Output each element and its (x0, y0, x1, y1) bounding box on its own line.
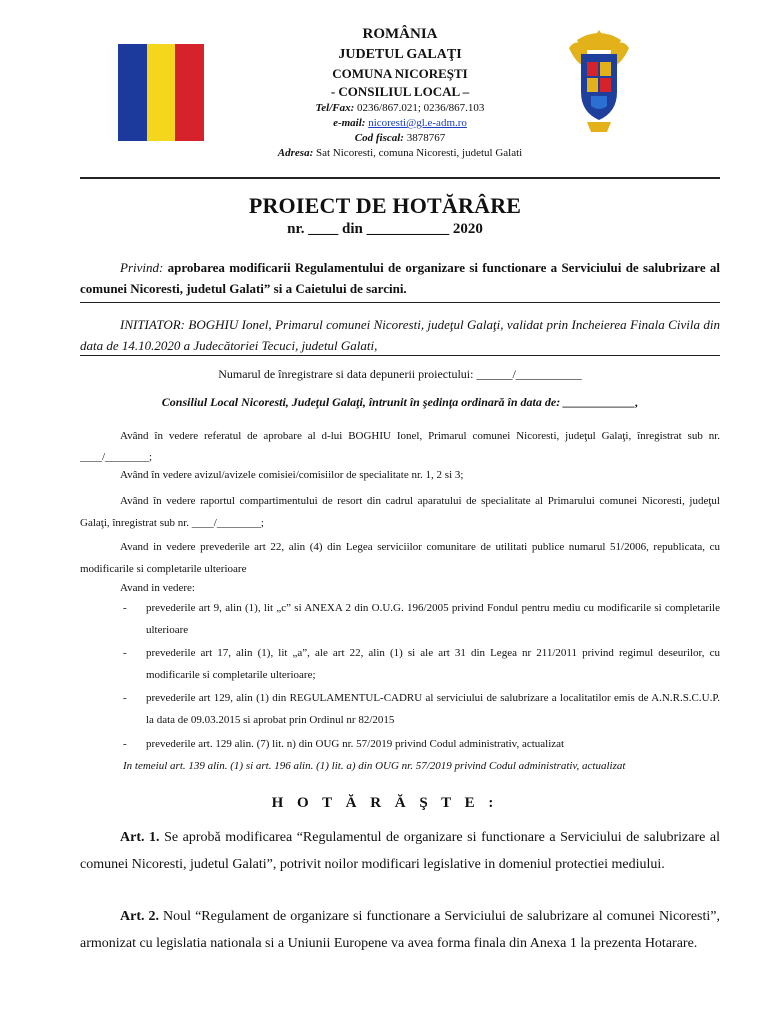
romania-flag (118, 44, 204, 141)
article-1-text: Se aprobă modificarea “Regulamentul de organizare si functionare a Serviciului de salubrizare al comunei Nicoresti, judetul Galati”, potrivit noilor modificari legislative in domeniul protectiei mediului. (80, 830, 720, 872)
header-council: - CONSILIUL LOCAL – (330, 84, 470, 99)
bullet-mark: - (123, 647, 127, 659)
address-label: Adresa: (277, 147, 314, 159)
article-2-label: Art. 2. (120, 909, 160, 924)
article-1-label: Art. 1. (120, 830, 160, 845)
article-2-text: Noul “Regulament de organizare si functionare a Serviciului de salubrizare al comunei Nicoresti”, armonizat cu legislatia nationala si a Uniunii Europene va avea forma finala din Anexa 1 la prezenta Hotarare. (80, 909, 720, 951)
tel-value: 0236/867.021; 0236/867.103 (354, 102, 485, 114)
flag-red-stripe (175, 44, 204, 141)
consideration-avand: Avand in vedere: (120, 582, 195, 594)
address-value: Sat Nicoresti, comuna Nicoresti, judetul Galati (313, 147, 523, 159)
header-tel (240, 102, 560, 114)
tel-label: Tel/Fax: (315, 102, 355, 114)
fiscal-label: Cod fiscal: (354, 132, 404, 144)
email-link[interactable]: nicoresti@gl.e-adm.ro (368, 117, 467, 129)
header-commune: COMUNA NICOREŞTI (332, 66, 468, 81)
bullet-mark: - (123, 602, 127, 614)
consideration-avize: Având în vedere avizul/avizele comisiei/comisiilor de specialitate nr. 1, 2 si 3; (120, 469, 464, 481)
flag-blue-stripe (118, 44, 147, 141)
initiator-paragraph: INITIATOR: BOGHIU Ionel, Primarul comunei Nicoresti, judeţul Galaţi, validat prin Incheierea Finala Civila din data de 14.10.2020 a Judecătoriei Tecuci, judetul Galati, (80, 317, 720, 353)
privind-text: aprobarea modificarii Regulamentului de organizare si functionare a Serviciului de salubrizare al comunei Nicoresti, judetul Galati” si a Caietului de sarcini. (80, 260, 720, 296)
fiscal-value: 3878767 (403, 132, 446, 144)
temei-line: In temeiul art. 139 alin. (1) si art. 196 alin. (1) lit. a) din OUG nr. 57/2019 privind Codul administrativ, actualizat (123, 760, 626, 772)
header-country: ROMÂNIA (362, 26, 438, 42)
privind-divider (80, 302, 720, 303)
hotaraste-heading: H O T Ă R Ă Ş T E : (271, 795, 499, 811)
header-divider (80, 177, 720, 179)
header-email (240, 117, 560, 129)
coat-of-arms-icon (567, 28, 631, 138)
header-fiscal (240, 132, 560, 144)
bullet-mark: - (123, 692, 127, 704)
article-2 (80, 903, 720, 957)
consideration-lege: Avand in vedere prevederile art 22, alin (4) din Legea serviciilor comunitare de utilitati publice numarul 51/2006, republicata, cu modificarile si completarile ulterioare (80, 541, 720, 575)
council-session-line: Consiliul Local Nicoresti, Judeţul Galaţi, întrunit în şedinţa ordinară în data de: ____________, (161, 395, 639, 409)
header-county: JUDETUL GALAŢI (338, 47, 462, 62)
document-number: nr. ____ din ___________ 2020 (287, 221, 483, 237)
bullet-item: prevederile art 9, alin (1), lit „c” si ANEXA 2 din O.U.G. 196/2005 privind Fondul pentru mediu cu modificarile si completarile ulterioare (146, 602, 720, 636)
consideration-referat: Având în vedere referatul de aprobare al d-lui BOGHIU Ionel, Primarul comunei Nicoresti, judeţul Galaţi, înregistrat sub nr. ____/________; (80, 430, 720, 463)
bullet-item: prevederile art. 129 alin. (7) lit. n) din OUG nr. 57/2019 privind Codul administrativ, actualizat (146, 738, 565, 750)
privind-label: Privind: (120, 260, 164, 275)
bullet-item: prevederile art 17, alin (1), lit „a”, ale art 22, alin (1) si ale art 31 din Legea nr 211/2011 privind regimul deseurilor, cu modificarile si completarile ulterioare; (146, 647, 720, 681)
registration-line: Numarul de înregistrare si data depunerii proiectului: ______/___________ (218, 367, 582, 381)
document-title: PROIECT DE HOTĂRÂRE (248, 193, 522, 218)
initiator-divider (80, 355, 720, 356)
header-address (200, 147, 600, 159)
email-label: e-mail: (333, 117, 366, 129)
consideration-raport: Având în vedere raportul compartimentului de resort din cadrul aparatului de specialitate al Primarului comunei Nicoresti, judeţul Galaţi, înregistrat sub nr. ____/________; (80, 495, 720, 529)
privind-paragraph (80, 257, 720, 299)
flag-yellow-stripe (147, 44, 176, 141)
bullet-item: prevederile art 129, alin (1) din REGULAMENTUL-CADRU al serviciului de salubrizare a localitatilor emis de A.N.R.S.C.U.P. la data de 09.03.2015 si aprobat prin Ordinul nr 82/2015 (146, 692, 720, 726)
bullet-mark: - (123, 738, 127, 750)
article-1 (80, 824, 720, 878)
